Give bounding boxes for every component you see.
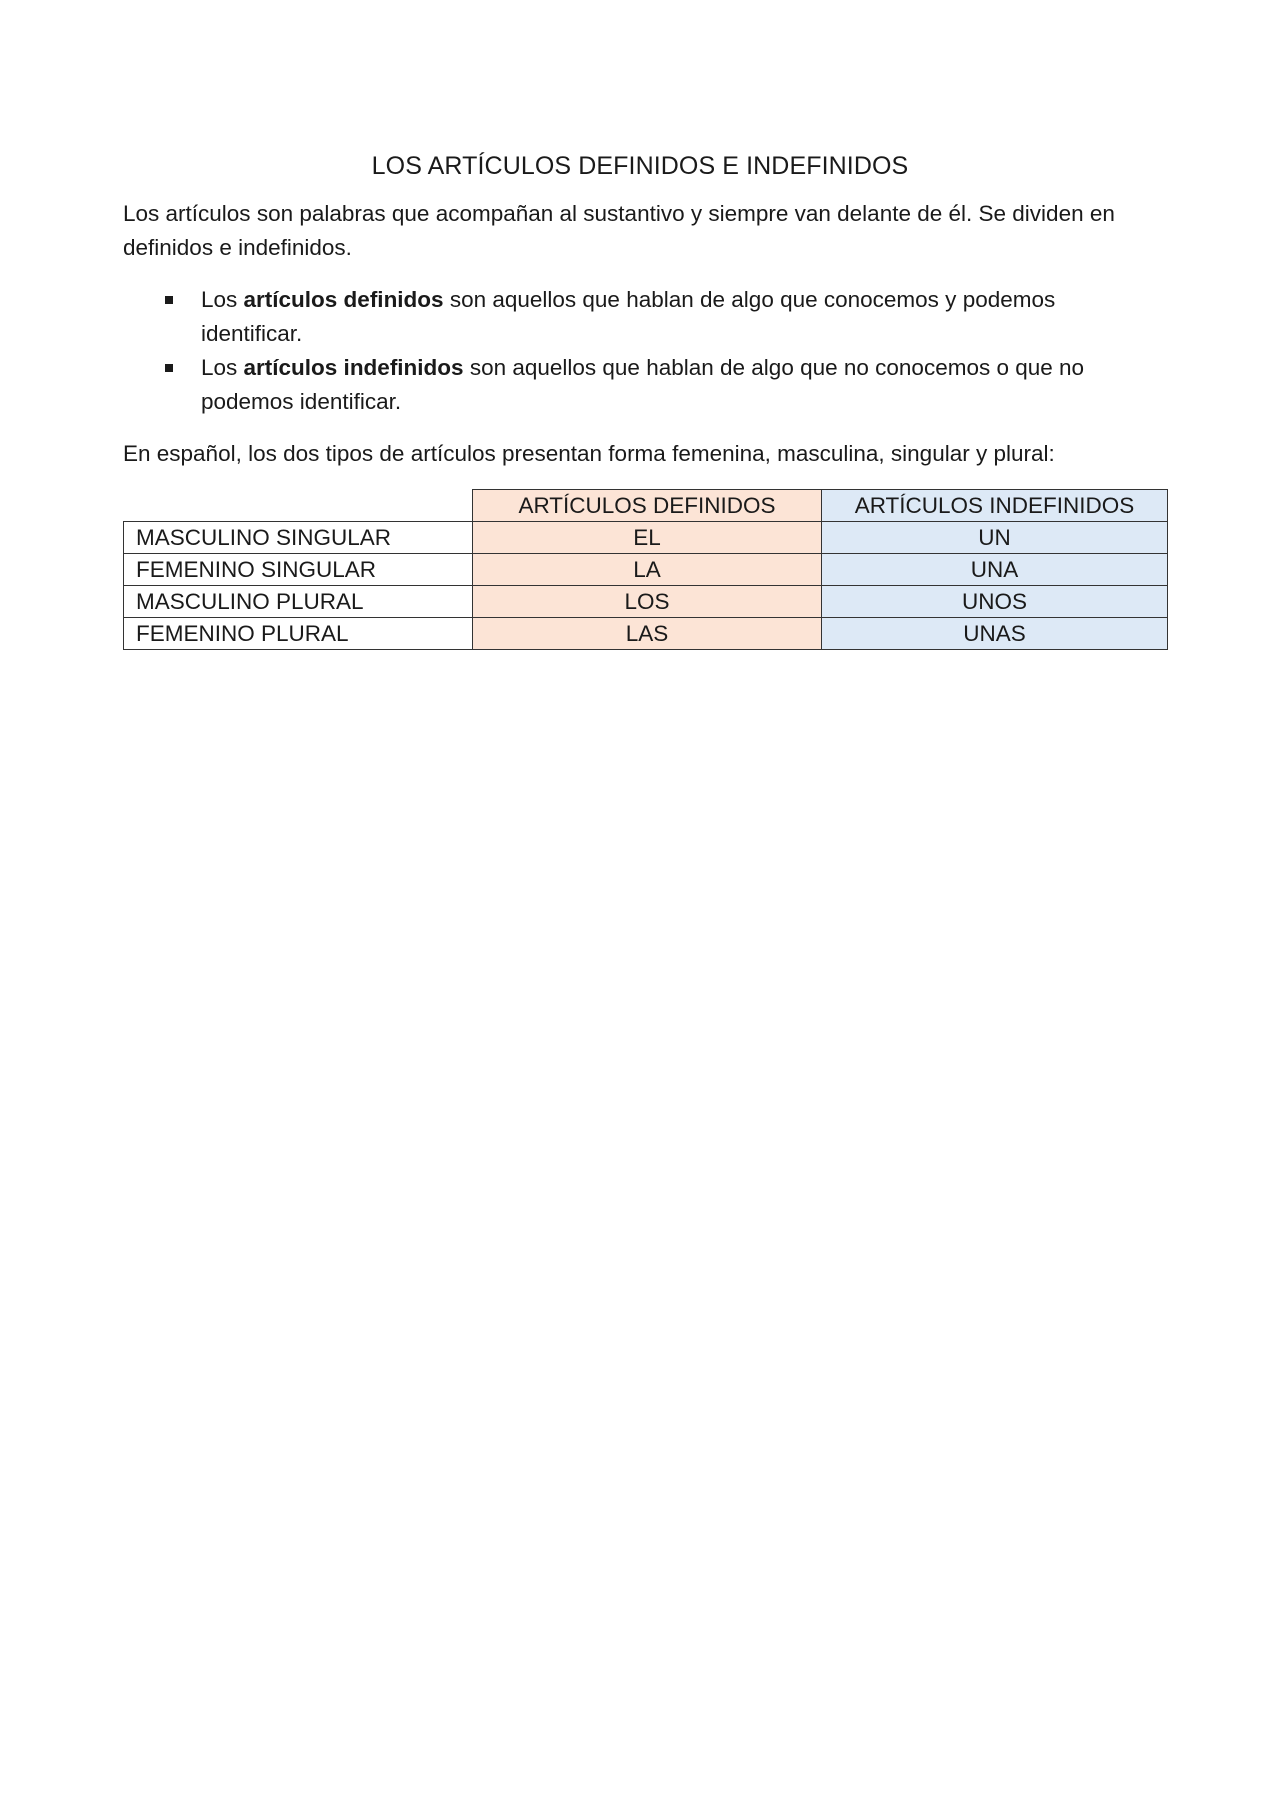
bullet-bold-term: artículos definidos xyxy=(243,287,444,312)
articles-table xyxy=(123,489,1168,650)
bullet-text: son aquellos que hablan de algo que conocemos y podemos identificar. xyxy=(201,287,1056,346)
row-label: FEMENINO PLURAL xyxy=(124,618,473,650)
square-bullet-icon xyxy=(165,296,173,304)
bullet-prefix: Los xyxy=(201,287,244,312)
bullet-text: son aquellos que hablan de algo que no conocemos o que no podemos identificar. xyxy=(201,355,1085,414)
bullet-bold-term: artículos indefinidos xyxy=(243,355,464,380)
indefinido-cell: UNOS xyxy=(822,586,1168,618)
intro-paragraph: Los artículos son palabras que acompañan al sustantivo y siempre van delante de él. Se dividen en definidos e indefinidos. xyxy=(123,201,1115,260)
bullet-prefix: Los xyxy=(201,355,244,380)
closing-paragraph: En español, los dos tipos de artículos presentan forma femenina, masculina, singular y plural: xyxy=(123,441,1055,466)
definido-cell: LA xyxy=(473,554,822,586)
row-label: FEMENINO SINGULAR xyxy=(124,554,473,586)
square-bullet-icon xyxy=(165,364,173,372)
definido-cell: LAS xyxy=(473,618,822,650)
table-row xyxy=(124,618,1168,650)
indefinido-cell: UNAS xyxy=(822,618,1168,650)
row-label: MASCULINO SINGULAR xyxy=(124,522,473,554)
table-row xyxy=(124,522,1168,554)
definido-cell: EL xyxy=(473,522,822,554)
table-header-empty xyxy=(124,490,473,522)
indefinido-cell: UN xyxy=(822,522,1168,554)
row-label: MASCULINO PLURAL xyxy=(124,586,473,618)
definitions-list xyxy=(123,283,1157,419)
table-row xyxy=(124,554,1168,586)
definido-cell: LOS xyxy=(473,586,822,618)
table-header-row xyxy=(124,490,1168,522)
table-row xyxy=(124,586,1168,618)
table-header-definidos: ARTÍCULOS DEFINIDOS xyxy=(473,490,822,522)
list-item xyxy=(123,351,1157,419)
table-header-indefinidos: ARTÍCULOS INDEFINIDOS xyxy=(822,490,1168,522)
list-item xyxy=(123,283,1157,351)
indefinido-cell: UNA xyxy=(822,554,1168,586)
document-title: LOS ARTÍCULOS DEFINIDOS E INDEFINIDOS xyxy=(371,152,909,180)
